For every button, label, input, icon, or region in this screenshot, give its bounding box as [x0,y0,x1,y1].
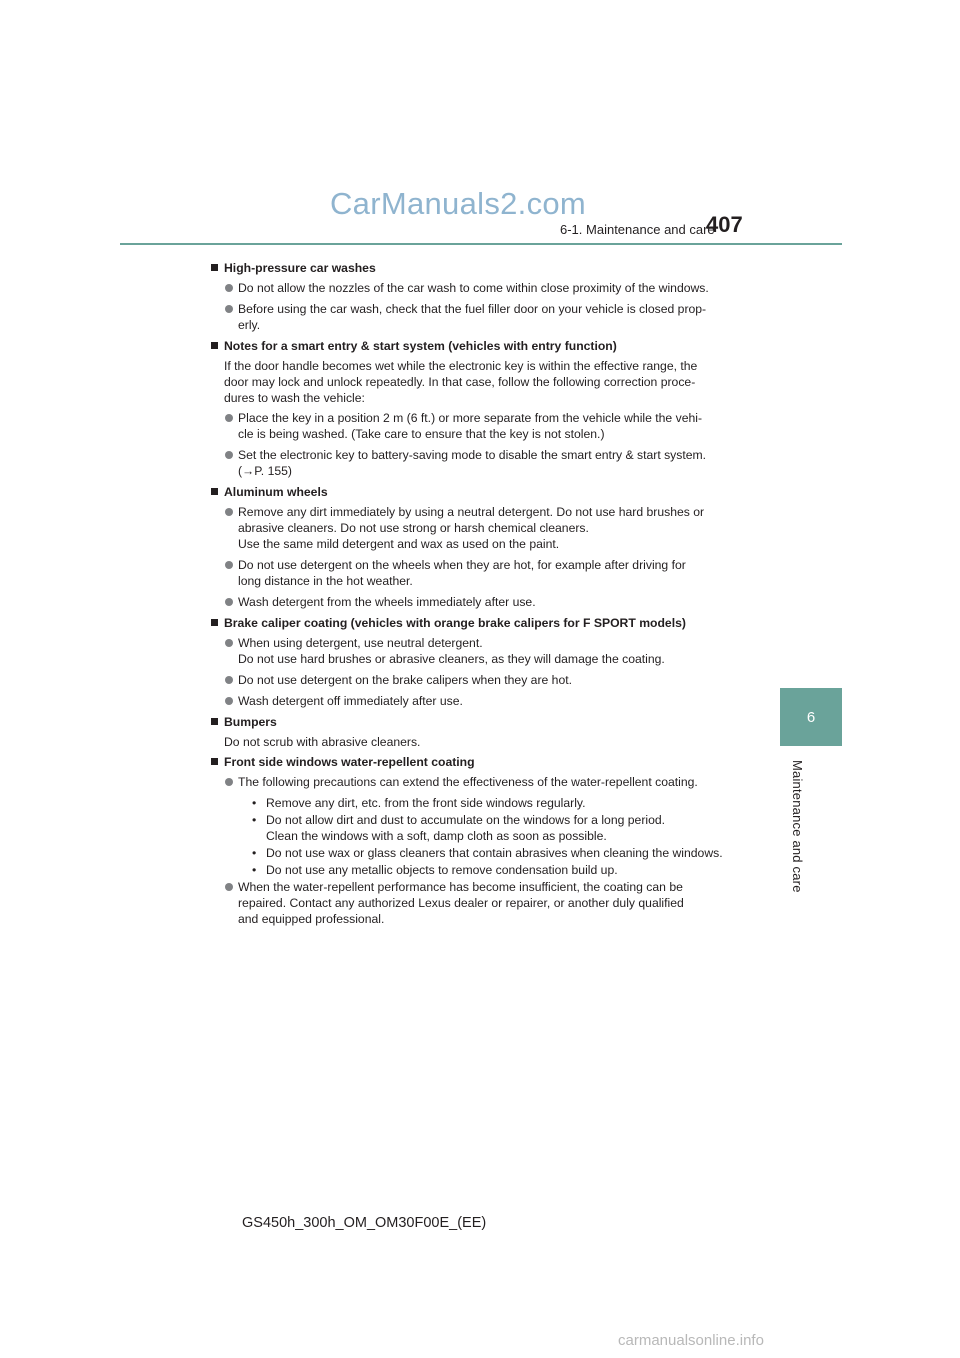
dot-bullet-icon: • [252,846,257,860]
page-content [211,256,751,932]
square-bullet-icon [211,718,218,725]
heading-aluminum-wheels: Aluminum wheels [211,484,751,500]
list-item: When using detergent, use neutral detergent. Do not use hard brushes or abrasive cleaners, as they will damage the coating. [211,635,751,667]
square-bullet-icon [211,264,218,271]
chapter-tab [780,688,842,746]
sub-list-item: • Do not allow dirt and dust to accumulate on the windows for a long period. Clean the windows with a soft, damp cloth as soon as possible. [252,813,666,843]
heading-water-repellent: Front side windows water-repellent coating [211,754,751,770]
heading-brake-caliper: Brake caliper coating (vehicles with orange brake calipers for F SPORT models) [211,615,751,631]
square-bullet-icon [211,619,218,626]
dot-bullet-icon: • [252,813,257,827]
square-bullet-icon [211,342,218,349]
square-bullet-icon [211,488,218,495]
list-item: Do not use detergent on the wheels when they are hot, for example after driving for long distance in the hot weather. [211,557,751,589]
page-reference-link[interactable]: (→P. 155) [238,464,292,478]
circle-bullet-icon [225,598,233,606]
heading-bumpers: Bumpers [211,714,751,730]
circle-bullet-icon [225,778,233,786]
square-bullet-icon [211,758,218,765]
page-number: 407 [706,212,743,237]
circle-bullet-icon [225,697,233,705]
watermark-bottom: carmanualsonline.info [618,1332,764,1349]
list-item: Do not allow the nozzles of the car wash to come within close proximity of the windows. [211,280,751,296]
circle-bullet-icon [225,414,233,422]
circle-bullet-icon [225,639,233,647]
list-item: Set the electronic key to battery-saving mode to disable the smart entry & start system. (→P. 155) [211,447,751,479]
circle-bullet-icon [225,561,233,569]
header-rule [120,243,842,245]
circle-bullet-icon [225,883,233,891]
list-item: Place the key in a position 2 m (6 ft.) or more separate from the vehicle while the vehi- cle is being washed. (Take care to ensure that the key is not stolen.) [211,410,751,442]
paragraph: Do not scrub with abrasive cleaners. [224,735,421,749]
circle-bullet-icon [225,284,233,292]
list-item: Do not use detergent on the brake calipers when they are hot. [211,672,751,688]
list-item: The following precautions can extend the effectiveness of the water-repellent coating. [211,774,751,790]
list-item: Wash detergent from the wheels immediately after use. [211,594,751,610]
circle-bullet-icon [225,451,233,459]
document-code: GS450h_300h_OM_OM30F00E_(EE) [242,1215,487,1231]
sub-list-item: • Remove any dirt, etc. from the front side windows regularly. [252,796,586,810]
watermark-logo-top: CarManuals2.com [330,186,587,221]
sub-list-item: • Do not use wax or glass cleaners that contain abrasives when cleaning the windows. [252,846,723,860]
circle-bullet-icon [225,508,233,516]
section-title: 6-1. Maintenance and care [560,222,715,237]
list-item: Before using the car wash, check that the fuel filler door on your vehicle is closed prop- erly. [211,301,751,333]
chapter-number: 6 [806,708,816,726]
dot-bullet-icon: • [252,796,257,810]
paragraph: If the door handle becomes wet while the electronic key is within the effective range, the door may lock and unlock repeatedly. In that case, follow the following correction proce- dures to wash the vehicle: [224,359,698,405]
sub-list-item: • Do not use any metallic objects to remove condensation build up. [252,863,618,877]
heading-smart-entry: Notes for a smart entry & start system (vehicles with entry function) [211,338,751,354]
list-item: When the water-repellent performance has become insufficient, the coating can be repaired. Contact any authorized Lexus dealer or repairer, or another duly qualified and equipped professional. [211,879,751,927]
list-item: Wash detergent off immediately after use. [211,693,751,709]
chapter-label: Maintenance and care [790,760,805,893]
circle-bullet-icon [225,676,233,684]
heading-high-pressure: High-pressure car washes [211,260,751,276]
circle-bullet-icon [225,305,233,313]
list-item: Remove any dirt immediately by using a neutral detergent. Do not use hard brushes or abrasive cleaners. Do not use strong or harsh chemical cleaners. Use the same mild detergent and wax as used on the paint. [211,504,751,552]
dot-bullet-icon: • [252,863,257,877]
